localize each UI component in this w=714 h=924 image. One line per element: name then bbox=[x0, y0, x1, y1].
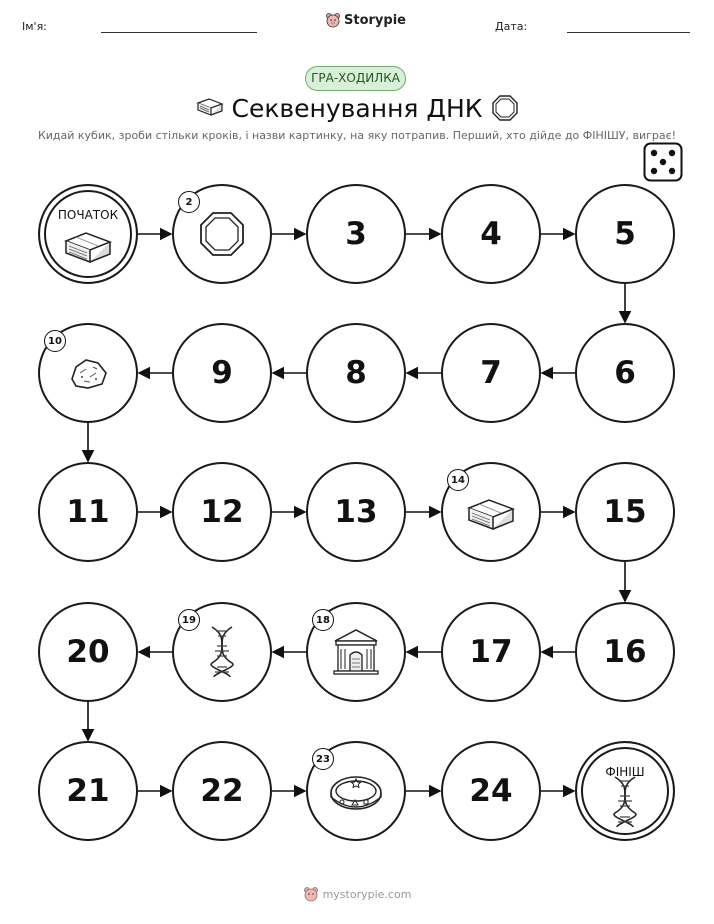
board-cell-15[interactable] bbox=[575, 462, 675, 562]
cell-number: 21 bbox=[66, 773, 110, 809]
date-label: Дата: bbox=[495, 20, 528, 33]
cell-number: 20 bbox=[66, 634, 110, 670]
board-cell-8[interactable] bbox=[306, 323, 406, 423]
cell-number: 5 bbox=[614, 216, 636, 252]
board-cell-16[interactable] bbox=[575, 602, 675, 702]
cell-number-badge: 19 bbox=[178, 609, 200, 631]
cell-number: 12 bbox=[200, 494, 244, 530]
cell-number: 6 bbox=[614, 355, 636, 391]
board-cell-4[interactable] bbox=[441, 184, 541, 284]
cell-number: 17 bbox=[469, 634, 513, 670]
name-label: Ім'я: bbox=[22, 20, 47, 33]
cell-number: 8 bbox=[345, 355, 367, 391]
library-building-icon bbox=[331, 627, 381, 677]
instructions-text: Кидай кубик, зроби стільки кроків, і назви картинку, на яку потрапив. Перший, хто дійде до ФІНІШУ, виграє! bbox=[37, 129, 677, 142]
brand-name: Storypie bbox=[344, 12, 406, 28]
cell-number: 7 bbox=[480, 355, 502, 391]
page-title: Секвенування ДНК bbox=[231, 94, 483, 123]
cell-number: 16 bbox=[603, 634, 647, 670]
board-cell-22[interactable] bbox=[172, 741, 272, 841]
board-cell-20[interactable] bbox=[38, 602, 138, 702]
octagon-icon bbox=[199, 211, 245, 257]
dna-icon bbox=[208, 625, 236, 679]
start-label: ПОЧАТОК bbox=[57, 208, 119, 222]
cell-number-badge: 18 bbox=[312, 609, 334, 631]
rock-icon bbox=[66, 355, 110, 391]
board-cell-24[interactable] bbox=[441, 741, 541, 841]
cell-number: 9 bbox=[211, 355, 233, 391]
footer-url[interactable]: mystorypie.com bbox=[322, 887, 412, 901]
board-cell-7[interactable] bbox=[441, 323, 541, 423]
ring-icon bbox=[328, 769, 384, 813]
cell-number: 11 bbox=[66, 494, 110, 530]
cell-number: 3 bbox=[345, 216, 367, 252]
cell-number-badge: 2 bbox=[178, 191, 200, 213]
board-cell-5[interactable] bbox=[575, 184, 675, 284]
game-type-badge: ГРА-ХОДИЛКА bbox=[305, 66, 406, 91]
cell-number-badge: 14 bbox=[447, 469, 469, 491]
start-cell[interactable] bbox=[38, 184, 138, 284]
board-cell-3[interactable] bbox=[306, 184, 406, 284]
book-icon bbox=[465, 492, 517, 532]
board-cell-13[interactable] bbox=[306, 462, 406, 562]
board-cell-9[interactable] bbox=[172, 323, 272, 423]
bear-icon bbox=[303, 886, 319, 902]
cell-number: 15 bbox=[603, 494, 647, 530]
board-cell-12[interactable] bbox=[172, 462, 272, 562]
cell-number-badge: 10 bbox=[44, 330, 66, 352]
finish-cell[interactable] bbox=[575, 741, 675, 841]
book-icon bbox=[62, 225, 114, 265]
board-cell-6[interactable] bbox=[575, 323, 675, 423]
cell-number: 24 bbox=[469, 773, 513, 809]
board-cell-11[interactable] bbox=[38, 462, 138, 562]
cell-number: 22 bbox=[200, 773, 244, 809]
finish-label: ФІНІШ bbox=[605, 765, 645, 779]
cell-number: 4 bbox=[480, 216, 502, 252]
board-cell-17[interactable] bbox=[441, 602, 541, 702]
board-cell-21[interactable] bbox=[38, 741, 138, 841]
cell-number-badge: 23 bbox=[312, 748, 334, 770]
footer bbox=[0, 886, 714, 902]
cell-number: 13 bbox=[334, 494, 378, 530]
dna-icon bbox=[611, 775, 639, 829]
